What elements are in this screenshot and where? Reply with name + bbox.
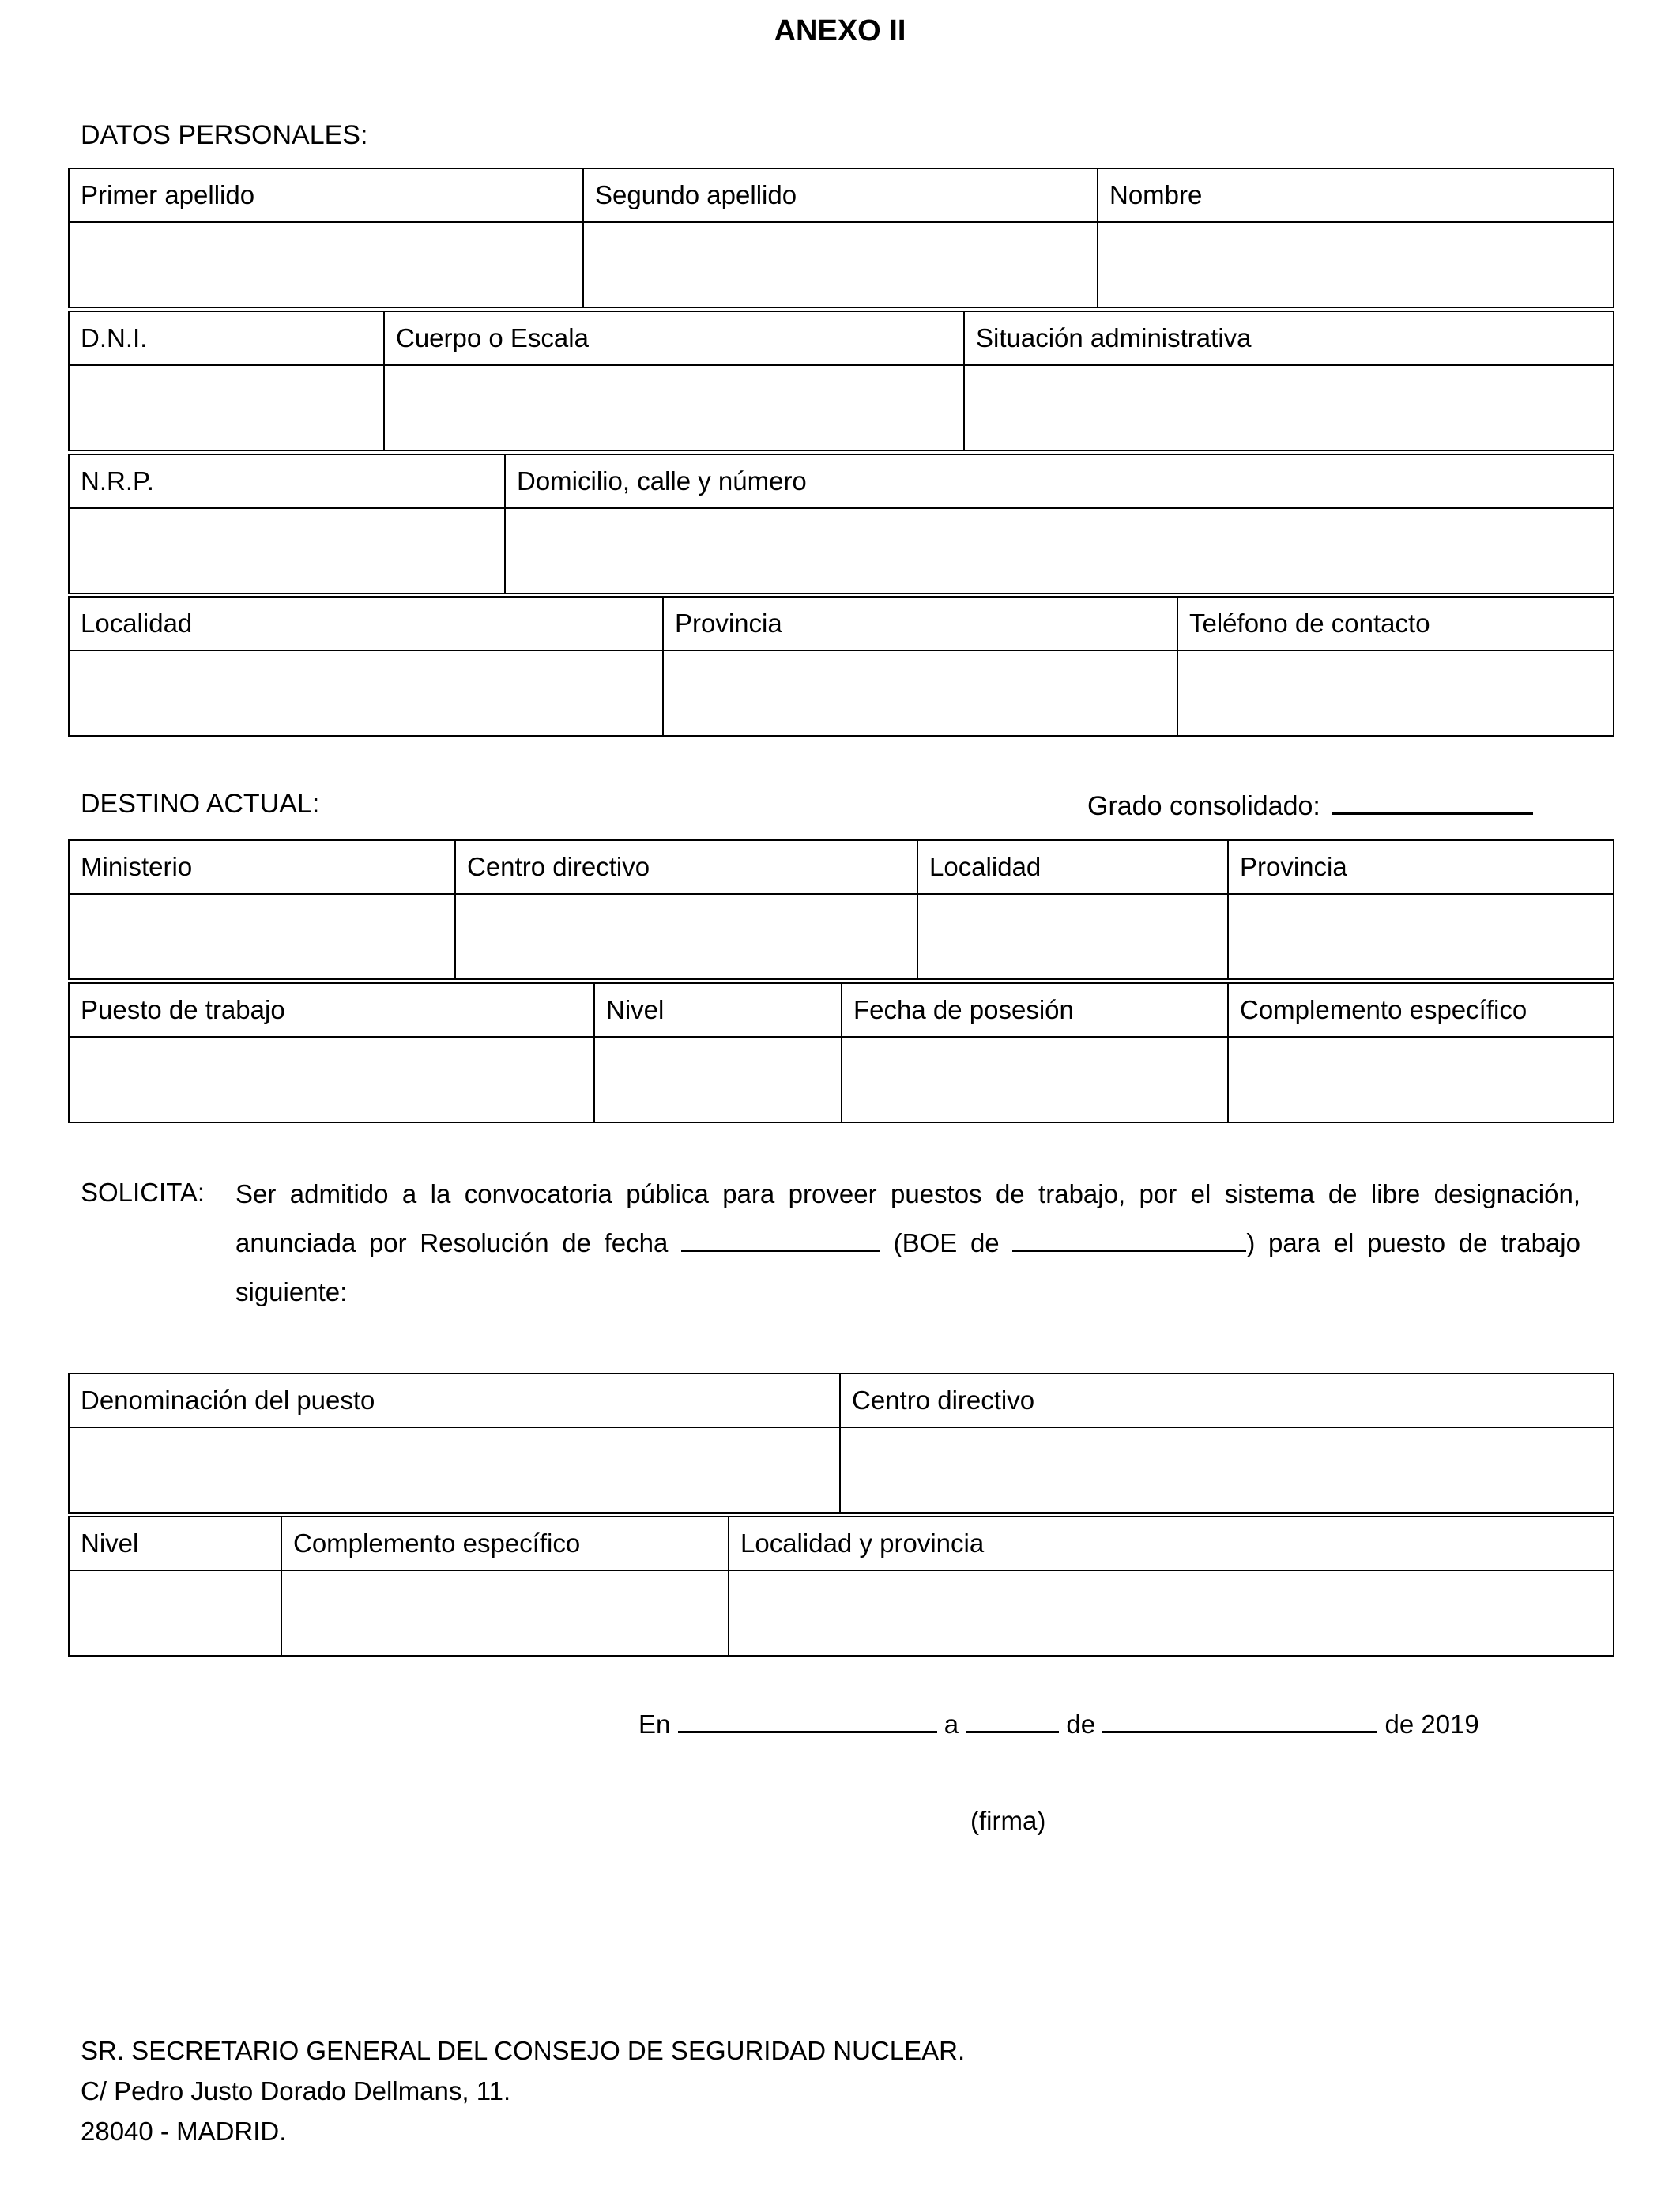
cuerpo-escala-field[interactable] [384,365,964,450]
situacion-administrativa-field[interactable] [964,365,1614,450]
datos-personales-table-3 [68,454,1614,594]
datos-personales-table-4 [68,596,1614,737]
nivel-field[interactable] [594,1037,842,1122]
fecha-year-label: de 2019 [1384,1710,1479,1739]
puesto-nivel-field[interactable] [69,1570,281,1656]
dni-field[interactable] [69,365,384,450]
localidad-field[interactable] [69,650,663,736]
nombre-field[interactable] [1098,222,1614,307]
situacion-administrativa-label: Situación administrativa [964,311,1614,365]
solicita-line-1: Ser admitido a la convocatoria pública para proveer puestos de trabajo, por el sistema de libre designación, [235,1179,1580,1208]
destino-localidad-label: Localidad [917,840,1228,894]
fecha-posesion-field[interactable] [842,1037,1228,1122]
denominacion-puesto-label: Denominación del puesto [69,1374,840,1427]
destino-provincia-label: Provincia [1228,840,1614,894]
puesto-centro-directivo-label: Centro directivo [840,1374,1614,1427]
puesto-nivel-label: Nivel [69,1517,281,1570]
puesto-table-2 [68,1516,1614,1657]
mes-field[interactable] [1102,1707,1377,1733]
ministerio-label: Ministerio [69,840,455,894]
puesto-trabajo-field[interactable] [69,1037,594,1122]
resolucion-fecha-field[interactable] [681,1226,880,1252]
centro-directivo-label: Centro directivo [455,840,917,894]
firma-label: (firma) [970,1806,1046,1835]
fecha-a-label: a [944,1710,959,1739]
datos-personales-heading: DATOS PERSONALES: [81,120,368,150]
telefono-label: Teléfono de contacto [1177,597,1614,650]
nrp-field[interactable] [69,508,505,594]
ministerio-field[interactable] [69,894,455,979]
puesto-trabajo-label: Puesto de trabajo [69,983,594,1037]
solicita-line-2a: anunciada por Resolución de fecha [235,1228,669,1257]
fecha-de-label: de [1066,1710,1096,1739]
domicilio-label: Domicilio, calle y número [505,454,1614,508]
destino-localidad-field[interactable] [917,894,1228,979]
solicita-line-2c: ) para el puesto de trabajo [1246,1228,1580,1257]
destino-actual-heading: DESTINO ACTUAL: [81,789,320,819]
solicita-line-2b: (BOE de [893,1228,1000,1257]
puesto-centro-directivo-field[interactable] [840,1427,1614,1513]
footer-line-2: C/ Pedro Justo Dorado Dellmans, 11. [81,2076,511,2105]
solicita-line-2 [235,1219,1580,1268]
telefono-field[interactable] [1177,650,1614,736]
segundo-apellido-field[interactable] [583,222,1098,307]
footer-line-1: SR. SECRETARIO GENERAL DEL CONSEJO DE SEGURIDAD NUCLEAR. [81,2036,966,2065]
destino-provincia-field[interactable] [1228,894,1614,979]
grado-consolidado [1087,789,1533,822]
puesto-complemento-label: Complemento específico [281,1517,729,1570]
denominacion-puesto-field[interactable] [69,1427,840,1513]
nrp-label: N.R.P. [69,454,505,508]
grado-consolidado-label: Grado consolidado: [1087,791,1320,821]
puesto-complemento-field[interactable] [281,1570,729,1656]
dia-field[interactable] [966,1707,1059,1733]
solicita-label: SOLICITA: [81,1178,205,1207]
complemento-especifico-field[interactable] [1228,1037,1614,1122]
localidad-label: Localidad [69,597,663,650]
nivel-label: Nivel [594,983,842,1037]
provincia-label: Provincia [663,597,1177,650]
primer-apellido-label: Primer apellido [69,168,583,222]
dni-label: D.N.I. [69,311,384,365]
localidad-provincia-label: Localidad y provincia [729,1517,1614,1570]
nombre-label: Nombre [1098,168,1614,222]
cuerpo-escala-label: Cuerpo o Escala [384,311,964,365]
complemento-especifico-label: Complemento específico [1228,983,1614,1037]
footer-line-3: 28040 - MADRID. [81,2117,287,2146]
solicita-text [235,1170,1580,1317]
boe-fecha-field[interactable] [1012,1226,1246,1252]
provincia-field[interactable] [663,650,1177,736]
domicilio-field[interactable] [505,508,1614,594]
centro-directivo-field[interactable] [455,894,917,979]
date-line [638,1707,1479,1740]
page-title: ANEXO II [774,14,906,47]
solicita-line-3: siguiente: [235,1277,348,1306]
localidad-provincia-field[interactable] [729,1570,1614,1656]
primer-apellido-field[interactable] [69,222,583,307]
datos-personales-table-2 [68,311,1614,451]
destino-actual-table-1 [68,839,1614,980]
grado-consolidado-field[interactable] [1332,789,1533,815]
segundo-apellido-label: Segundo apellido [583,168,1098,222]
fecha-posesion-label: Fecha de posesión [842,983,1228,1037]
fecha-en-label: En [638,1710,671,1739]
destino-actual-table-2 [68,982,1614,1123]
lugar-field[interactable] [678,1707,937,1733]
puesto-table-1 [68,1373,1614,1514]
datos-personales-table-1 [68,168,1614,308]
